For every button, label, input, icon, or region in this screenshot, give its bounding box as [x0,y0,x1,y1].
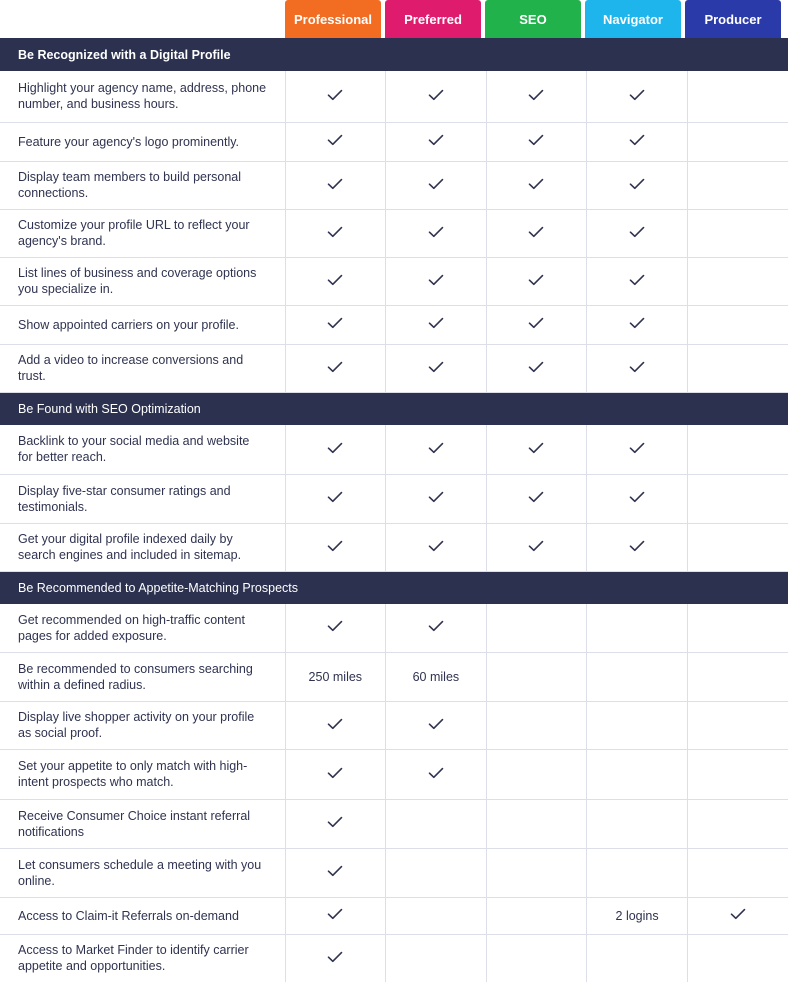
feature-label: Feature your agency's logo prominently. [0,122,285,161]
feature-label: Backlink to your social media and website for better reach. [0,425,285,474]
table-row [0,848,788,897]
plan-cell-professional [285,305,386,344]
plan-cell-navigator [587,701,688,749]
table-row [0,701,788,749]
plan-cell-professional [285,934,386,982]
plan-cell-seo [486,897,587,934]
plan-cell-preferred [386,209,487,257]
checkmark-icon [428,317,444,329]
plan-cell-seo [486,701,587,749]
feature-label: Let consumers schedule a meeting with you online. [0,848,285,897]
checkmark-icon [629,178,645,190]
plan-cell-navigator [587,749,688,799]
plan-cell-producer [687,848,788,897]
table-row [0,934,788,982]
checkmark-icon [528,540,544,552]
table-row [0,305,788,344]
plan-cell-producer [687,799,788,848]
plan-cell-seo [486,344,587,392]
feature-comparison-table [0,38,788,982]
plan-cell-producer [687,122,788,161]
checkmark-icon [528,226,544,238]
feature-label: Add a video to increase conversions and trust. [0,344,285,392]
plan-cell-preferred [386,122,487,161]
plan-cell-professional [285,122,386,161]
plan-cell-seo [486,652,587,701]
cell-value: 250 miles [308,669,363,684]
checkmark-icon [327,816,343,828]
plan-cell-seo [486,305,587,344]
table-row [0,71,788,122]
plan-cell-navigator [587,209,688,257]
checkmark-icon [528,491,544,503]
plan-cell-seo [486,474,587,523]
checkmark-icon [528,442,544,454]
checkmark-icon [629,491,645,503]
plan-cell-seo [486,71,587,122]
section-title: Be Recognized with a Digital Profile [0,38,788,71]
feature-label: Access to Claim-it Referrals on-demand [0,897,285,934]
plan-cell-producer [687,344,788,392]
plan-cell-producer [687,652,788,701]
plan-cell-professional [285,701,386,749]
feature-label: Receive Consumer Choice instant referral notifications [0,799,285,848]
plan-cell-preferred [386,799,487,848]
plan-cell-navigator [587,305,688,344]
plan-cell-professional [285,523,386,571]
plan-cell-navigator [587,71,688,122]
section-header [0,571,788,604]
plan-cell-producer [687,523,788,571]
plan-cell-professional [285,344,386,392]
feature-label: Be recommended to consumers searching within a defined radius. [0,652,285,701]
plan-cell-preferred [386,848,487,897]
table-row [0,209,788,257]
plan-cell-seo [486,209,587,257]
plan-cell-navigator [587,652,688,701]
plan-cell-professional [285,209,386,257]
plan-cell-navigator [587,848,688,897]
plan-cell-professional [285,425,386,474]
plan-cell-navigator [587,122,688,161]
plan-cell-preferred [386,425,487,474]
section-header [0,38,788,71]
plan-cell-seo [486,934,587,982]
plan-cell-producer [687,257,788,305]
checkmark-icon [327,317,343,329]
cell-value: 2 logins [615,908,659,923]
table-row [0,344,788,392]
checkmark-icon [428,491,444,503]
plan-cell-producer [687,749,788,799]
checkmark-icon [428,226,444,238]
plan-cell-seo [486,257,587,305]
checkmark-icon [428,442,444,454]
plan-cell-seo [486,425,587,474]
feature-label: Customize your profile URL to reflect your agency's brand. [0,209,285,257]
checkmark-icon [327,274,343,286]
plan-cell-seo [486,122,587,161]
plan-tab-professional: Professional [285,0,381,38]
checkmark-icon [730,908,746,920]
checkmark-icon [428,767,444,779]
checkmark-icon [327,491,343,503]
plan-cell-seo [486,749,587,799]
checkmark-icon [327,226,343,238]
plan-cell-preferred [386,749,487,799]
checkmark-icon [327,718,343,730]
plan-cell-producer [687,161,788,209]
checkmark-icon [327,134,343,146]
checkmark-icon [528,361,544,373]
plan-cell-navigator [587,897,688,934]
table-row [0,749,788,799]
checkmark-icon [327,540,343,552]
checkmark-icon [327,178,343,190]
checkmark-icon [327,951,343,963]
plan-cell-preferred [386,934,487,982]
checkmark-icon [327,442,343,454]
plan-cell-navigator [587,523,688,571]
checkmark-icon [428,274,444,286]
checkmark-icon [428,178,444,190]
plan-cell-seo [486,161,587,209]
plan-cell-professional [285,749,386,799]
table-row [0,799,788,848]
checkmark-icon [428,540,444,552]
checkmark-icon [428,89,444,101]
table-row [0,122,788,161]
plan-cell-professional [285,161,386,209]
table-row [0,161,788,209]
feature-label: Display five-star consumer ratings and testimonials. [0,474,285,523]
plan-cell-professional [285,652,386,701]
plan-tab-producer: Producer [685,0,781,38]
feature-label: Set your appetite to only match with high-intent prospects who match. [0,749,285,799]
checkmark-icon [629,274,645,286]
checkmark-icon [327,767,343,779]
feature-label: Get recommended on high-traffic content pages for added exposure. [0,604,285,652]
table-row [0,897,788,934]
plan-cell-producer [687,934,788,982]
table-row [0,257,788,305]
plan-cell-professional [285,799,386,848]
checkmark-icon [528,178,544,190]
checkmark-icon [327,89,343,101]
plan-cell-preferred [386,604,487,652]
plan-cell-producer [687,209,788,257]
checkmark-icon [428,718,444,730]
plan-cell-preferred [386,71,487,122]
table-row [0,523,788,571]
plan-cell-producer [687,425,788,474]
plan-cell-preferred [386,701,487,749]
plan-tab-navigator: Navigator [585,0,681,38]
checkmark-icon [629,361,645,373]
checkmark-icon [327,361,343,373]
checkmark-icon [629,317,645,329]
plan-cell-professional [285,474,386,523]
plan-cell-professional [285,257,386,305]
feature-label: Access to Market Finder to identify carrier appetite and opportunities. [0,934,285,982]
section-title: Be Found with SEO Optimization [0,392,788,425]
checkmark-icon [528,274,544,286]
checkmark-icon [327,620,343,632]
checkmark-icon [528,134,544,146]
plan-cell-preferred [386,344,487,392]
plan-cell-preferred [386,474,487,523]
checkmark-icon [629,134,645,146]
plan-cell-producer [687,604,788,652]
plan-cell-preferred [386,523,487,571]
feature-label: Display team members to build personal connections. [0,161,285,209]
plan-cell-navigator [587,604,688,652]
plan-tab-seo: SEO [485,0,581,38]
plan-cell-producer [687,897,788,934]
table-row [0,604,788,652]
checkmark-icon [327,908,343,920]
checkmark-icon [629,226,645,238]
plan-cell-professional [285,71,386,122]
checkmark-icon [629,540,645,552]
plan-cell-professional [285,897,386,934]
feature-label: List lines of business and coverage options you specialize in. [0,257,285,305]
checkmark-icon [327,865,343,877]
plan-cell-preferred [386,257,487,305]
plan-cell-producer [687,701,788,749]
plan-cell-preferred [386,652,487,701]
plan-cell-professional [285,604,386,652]
plan-cell-seo [486,523,587,571]
checkmark-icon [428,134,444,146]
plan-cell-preferred [386,161,487,209]
plan-cell-producer [687,71,788,122]
plan-cell-professional [285,848,386,897]
table-row [0,474,788,523]
feature-label: Highlight your agency name, address, phone number, and business hours. [0,71,285,122]
plan-cell-navigator [587,799,688,848]
plan-cell-preferred [386,305,487,344]
checkmark-icon [428,620,444,632]
plan-cell-seo [486,799,587,848]
feature-label: Get your digital profile indexed daily by search engines and included in sitemap. [0,523,285,571]
plan-cell-navigator [587,934,688,982]
plan-cell-navigator [587,161,688,209]
plan-cell-producer [687,305,788,344]
plan-header-row [285,0,788,38]
checkmark-icon [528,317,544,329]
feature-label: Display live shopper activity on your profile as social proof. [0,701,285,749]
checkmark-icon [629,89,645,101]
cell-value: 60 miles [412,669,460,684]
plan-cell-navigator [587,474,688,523]
table-row [0,652,788,701]
plan-cell-seo [486,848,587,897]
checkmark-icon [629,442,645,454]
checkmark-icon [528,89,544,101]
table-row [0,425,788,474]
section-title: Be Recommended to Appetite-Matching Prospects [0,571,788,604]
plan-cell-navigator [587,344,688,392]
section-header [0,392,788,425]
checkmark-icon [428,361,444,373]
plan-cell-producer [687,474,788,523]
feature-label: Show appointed carriers on your profile. [0,305,285,344]
plan-cell-navigator [587,257,688,305]
plan-cell-seo [486,604,587,652]
plan-tab-preferred: Preferred [385,0,481,38]
plan-cell-preferred [386,897,487,934]
plan-cell-navigator [587,425,688,474]
